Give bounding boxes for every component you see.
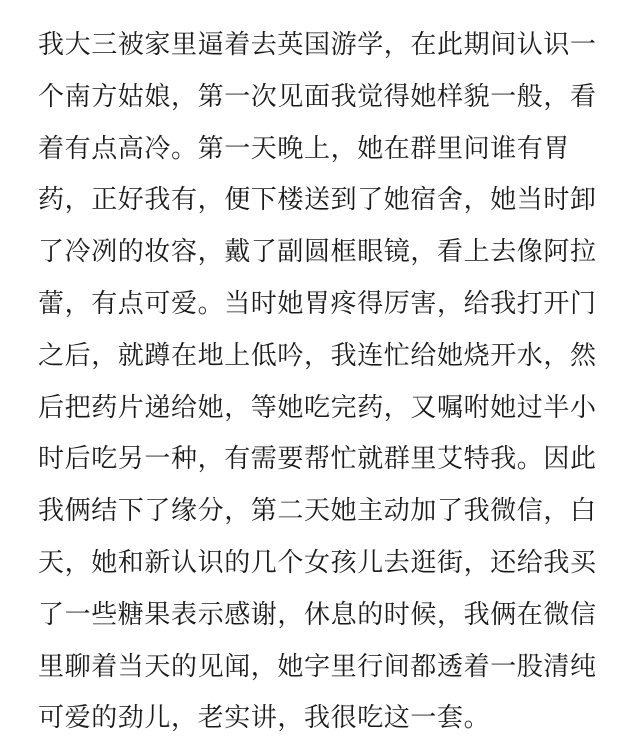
text-line: 我俩结下了缘分，第二天她主动加了我微信，白 <box>38 496 597 527</box>
text-line: 时后吃另一种，有需要帮忙就群里艾特我。因此 <box>38 444 597 475</box>
text-line: 了一些糖果表示感谢，休息的时候，我俩在微信 <box>38 599 597 630</box>
text-line: 个南方姑娘，第一次见面我觉得她样貌一般，看 <box>38 81 597 112</box>
text-line: 我大三被家里逼着去英国游学，在此期间认识一 <box>38 30 597 60</box>
text-line: 可爱的劲儿，老实讲，我很吃这一套。 <box>38 703 491 734</box>
text-line: 之后，就蹲在地上低吟，我连忙给她烧开水，然 <box>38 340 597 371</box>
text-line: 天，她和新认识的几个女孩儿去逛街，还给我买 <box>38 547 597 578</box>
article-body <box>38 20 608 745</box>
text-line: 药，正好我有，便下楼送到了她宿舍，她当时卸 <box>38 185 597 216</box>
text-line: 着有点高冷。第一天晚上，她在群里问谁有胃 <box>38 133 571 164</box>
text-line: 蕾，有点可爱。当时她胃疼得厉害，给我打开门 <box>38 288 597 319</box>
text-line: 里聊着当天的见闻，她字里行间都透着一股清纯 <box>38 651 597 682</box>
text-line: 后把药片递给她，等她吃完药，又嘱咐她过半小 <box>38 392 597 423</box>
text-line: 了冷冽的妆容，戴了副圆框眼镜，看上去像阿拉 <box>38 237 597 268</box>
